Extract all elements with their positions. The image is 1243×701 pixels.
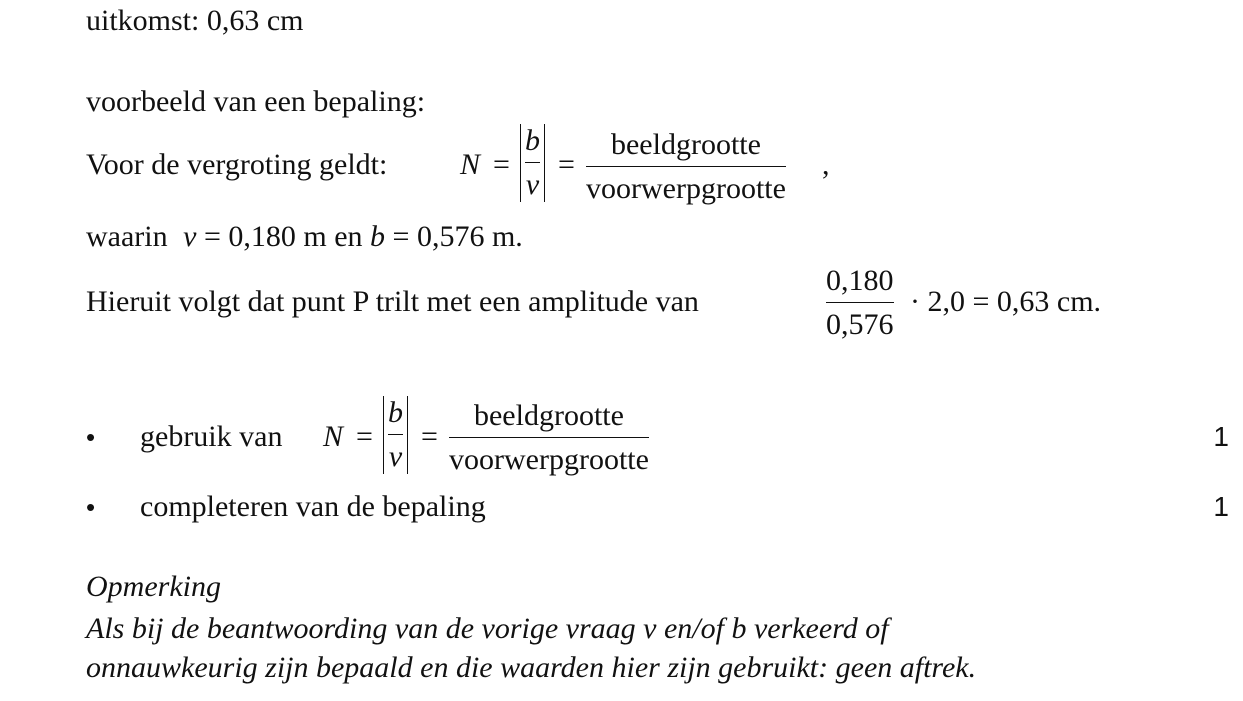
where-v-value: = 0,180 m en <box>203 220 363 253</box>
scoring-fraction-bar <box>449 437 649 438</box>
where-v: v <box>183 220 197 253</box>
scoring-ratio-v: v <box>388 440 403 473</box>
where-b-value: = 0,576 m. <box>392 220 523 253</box>
symbol-N: N <box>460 148 481 181</box>
scoring-ratio-bar <box>388 434 403 435</box>
abs-ratio-b-over-v <box>520 124 545 202</box>
fraction-denominator: voorwerpgrootte <box>586 172 786 205</box>
where-line <box>86 220 523 254</box>
scoring-item-1-label: gebruik van <box>140 420 283 453</box>
ratio-bar <box>525 162 540 163</box>
score-2: 1 <box>1213 491 1229 522</box>
where-b: b <box>370 220 386 253</box>
image-object-size-fraction <box>586 128 786 206</box>
scoring-fraction-numerator: beeldgrootte <box>473 399 624 432</box>
scoring-equals-2: = <box>421 420 438 453</box>
outcome-line: uitkomst: 0,63 cm <box>86 4 304 37</box>
ratio-denominator-v: v <box>525 168 540 201</box>
ratio-numerator-b: b <box>525 124 540 157</box>
amplitude-fraction <box>826 264 894 342</box>
remark-line-2: onnauwkeurig zijn bepaald en die waarden hier zijn gebruikt: geen aftrek. <box>86 651 977 684</box>
equals-sign: = <box>493 148 510 181</box>
scoring-abs-ratio <box>383 396 408 474</box>
remark-line-1: Als bij de beantwoording van de vorige vraag v en/of b verkeerd of <box>86 612 889 645</box>
fraction-numerator: beeldgrootte <box>610 128 761 161</box>
fraction-bar <box>586 166 786 167</box>
amplitude-tail: · 2,0 = 0,63 cm. <box>910 285 1102 318</box>
scoring-equals: = <box>356 420 373 453</box>
trailing-comma: , <box>822 148 830 181</box>
scoring-symbol-N: N <box>323 420 344 453</box>
amplitude-bar <box>826 302 894 303</box>
amplitude-text: Hieruit volgt dat punt P trilt met een amplitude van <box>86 285 699 318</box>
scoring-fraction-denominator: voorwerpgrootte <box>449 443 649 476</box>
scoring-item-2-label: completeren van de bepaling <box>140 490 486 523</box>
amplitude-numerator: 0,180 <box>826 264 894 297</box>
example-intro: voorbeeld van een bepaling: <box>86 85 426 118</box>
remark-title: Opmerking <box>86 570 221 603</box>
scoring-ratio-b: b <box>388 396 403 429</box>
bullet-2: • <box>86 492 96 522</box>
scoring-fraction <box>449 399 649 477</box>
where-lead: waarin <box>86 220 168 253</box>
score-1: 1 <box>1213 421 1229 452</box>
magnification-lead: Voor de vergroting geldt: <box>86 148 388 181</box>
bullet-1: • <box>86 422 96 452</box>
amplitude-denominator: 0,576 <box>826 308 894 341</box>
equals-sign-2: = <box>558 148 575 181</box>
